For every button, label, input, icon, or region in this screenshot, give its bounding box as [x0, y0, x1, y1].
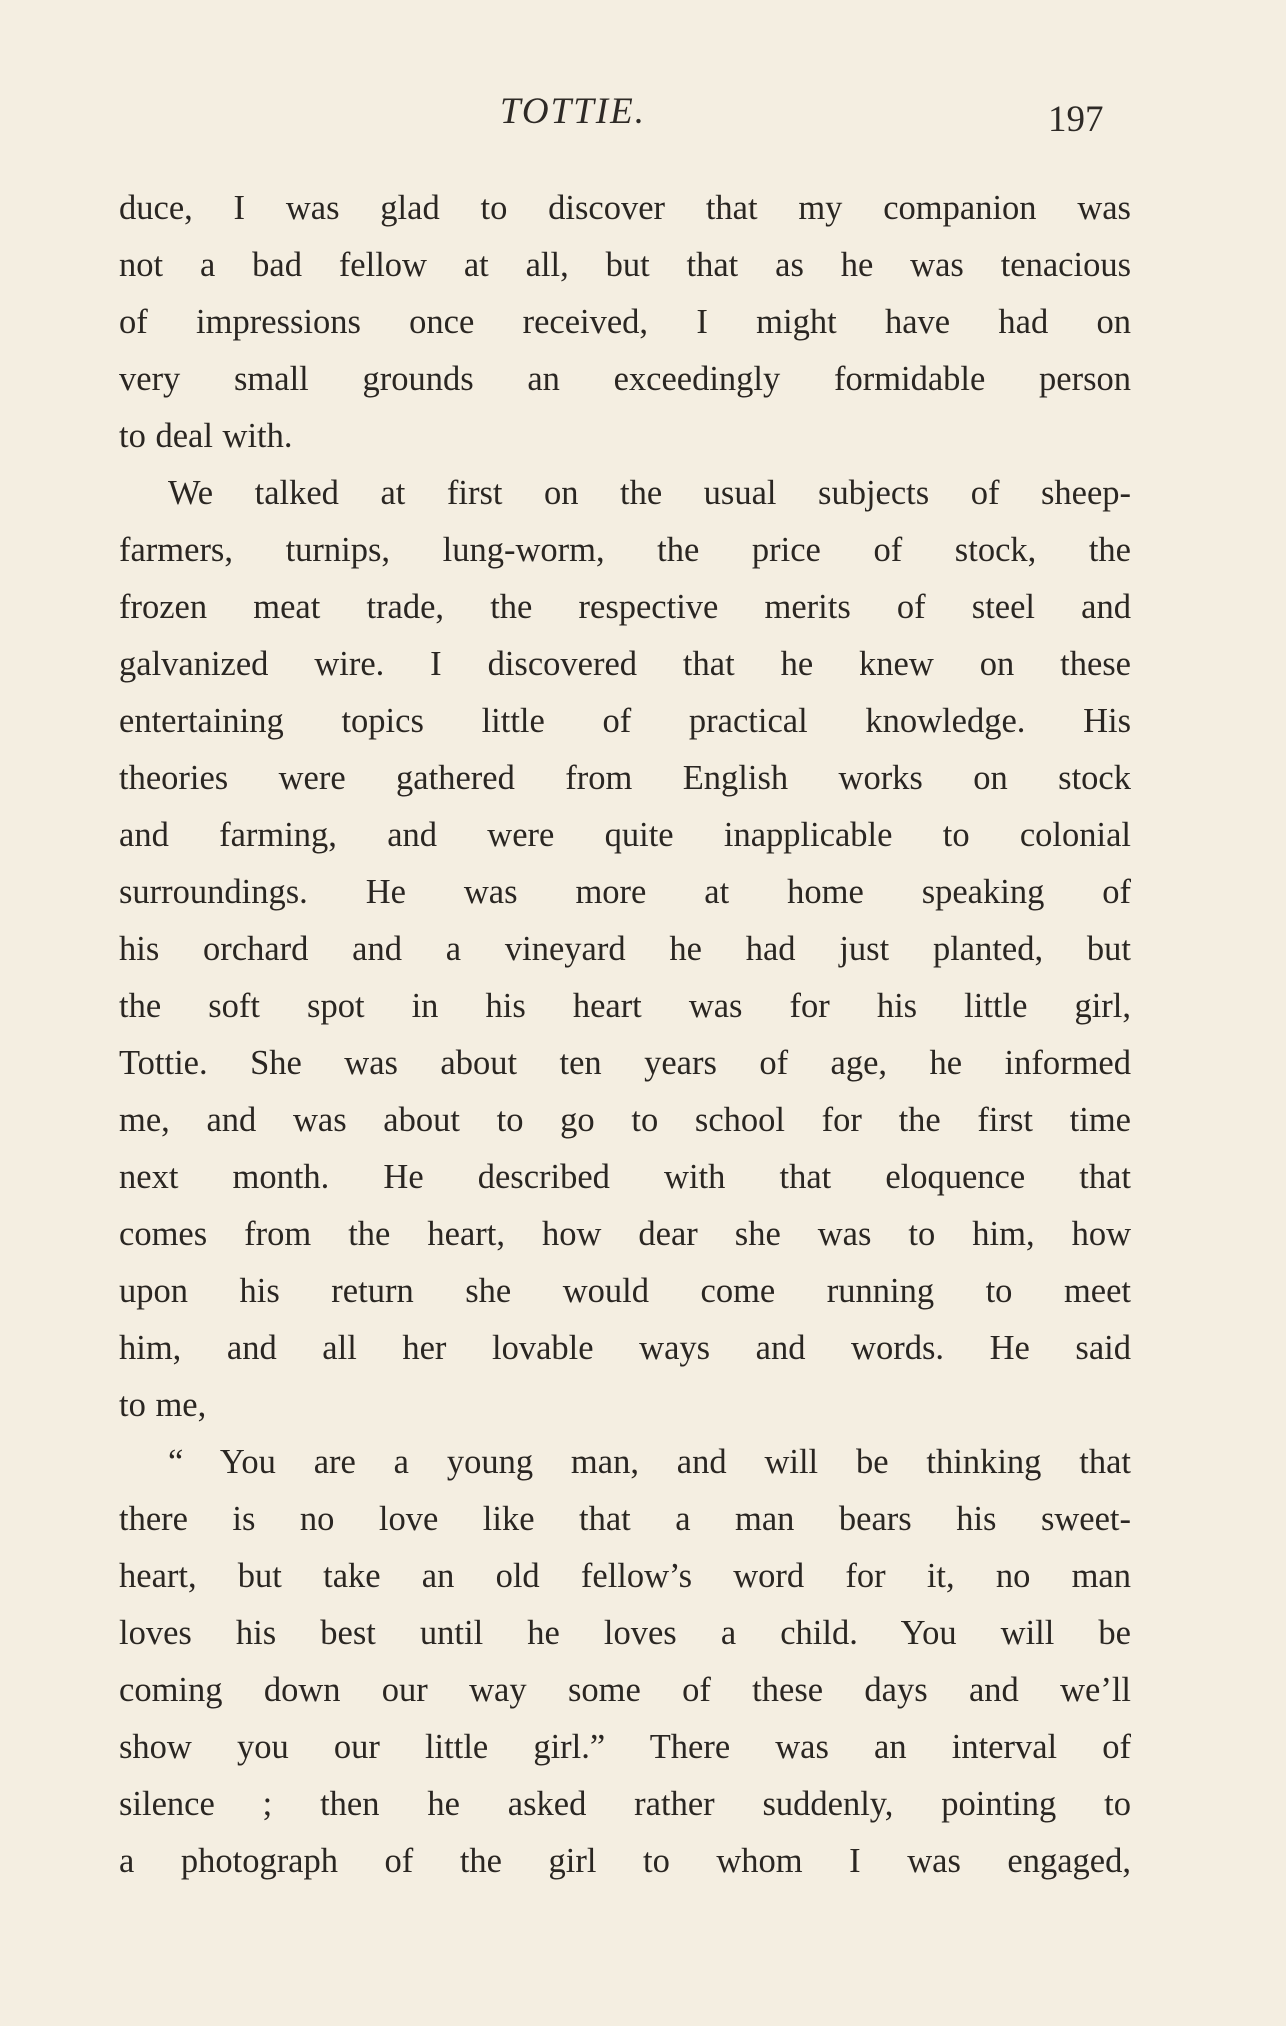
text-line: duce, I was glad to discover that my companion was — [119, 189, 1131, 227]
text-line: silence ; then he asked rather suddenly, pointing to — [119, 1785, 1131, 1823]
text-line: his orchard and a vineyard he had just planted, but — [119, 930, 1131, 968]
text-line: “ You are a young man, and will be thinking that — [168, 1443, 1131, 1481]
text-line: coming down our way some of these days and we’ll — [119, 1671, 1131, 1709]
text-line: theories were gathered from English works on stock — [119, 759, 1131, 797]
text-line: comes from the heart, how dear she was to him, how — [119, 1215, 1131, 1253]
text-line: to me, — [119, 1386, 207, 1424]
running-head — [0, 90, 1286, 150]
text-line: to deal with. — [119, 417, 293, 455]
text-line: the soft spot in his heart was for his little girl, — [119, 987, 1131, 1025]
text-line: frozen meat trade, the respective merits of steel and — [119, 588, 1131, 626]
text-line: entertaining topics little of practical knowledge. His — [119, 702, 1131, 740]
text-line: a photograph of the girl to whom I was engaged, — [119, 1842, 1131, 1880]
text-line: and farming, and were quite inapplicable to colonial — [119, 816, 1131, 854]
text-line: of impressions once received, I might have had on — [119, 303, 1131, 341]
text-line: next month. He described with that eloquence that — [119, 1158, 1131, 1196]
text-line: not a bad fellow at all, but that as he was tenacious — [119, 246, 1131, 284]
text-line: We talked at first on the usual subjects of sheep- — [168, 474, 1131, 512]
text-line: Tottie. She was about ten years of age, he informed — [119, 1044, 1131, 1082]
text-line: heart, but take an old fellow’s word for it, no man — [119, 1557, 1131, 1595]
page-number: 197 — [1048, 99, 1104, 140]
text-line: him, and all her lovable ways and words. He said — [119, 1329, 1131, 1367]
running-title: TOTTIE. — [500, 91, 646, 132]
text-line: there is no love like that a man bears his sweet- — [119, 1500, 1131, 1538]
text-line: galvanized wire. I discovered that he knew on these — [119, 645, 1131, 683]
text-line: loves his best until he loves a child. You will be — [119, 1614, 1131, 1652]
text-line: upon his return she would come running to meet — [119, 1272, 1131, 1310]
text-line: farmers, turnips, lung-worm, the price of stock, the — [119, 531, 1131, 569]
body-text — [119, 180, 1131, 1890]
text-line: very small grounds an exceedingly formidable person — [119, 360, 1131, 398]
text-line: me, and was about to go to school for the first time — [119, 1101, 1131, 1139]
text-line: surroundings. He was more at home speaking of — [119, 873, 1131, 911]
text-line: show you our little girl.” There was an interval of — [119, 1728, 1131, 1766]
